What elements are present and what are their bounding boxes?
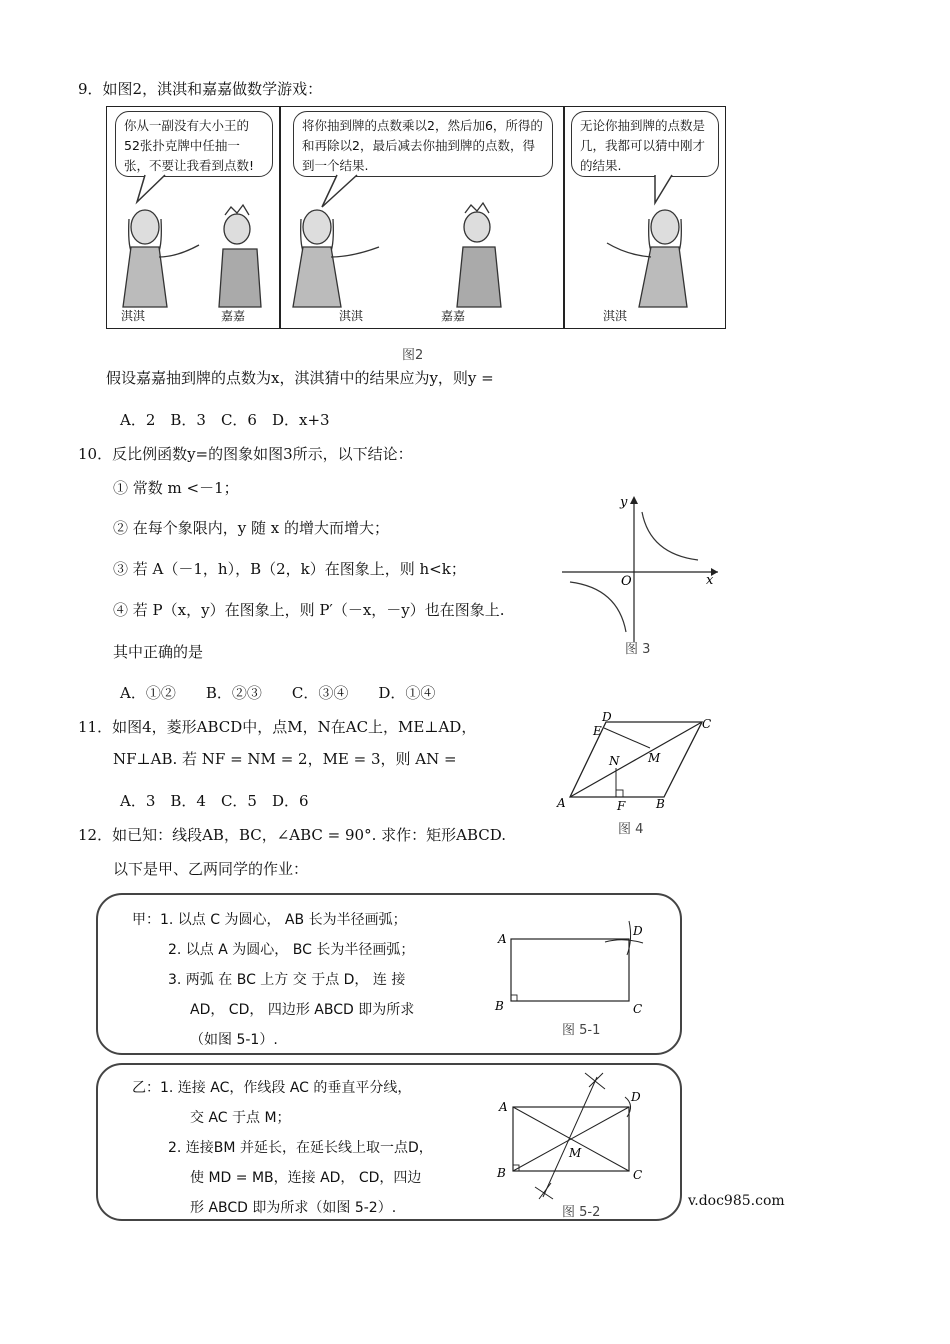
q11-options: A．3 B．4 C．5 D．6 (120, 792, 309, 810)
y-axis-arrow (630, 496, 638, 504)
yi-step-1: 乙：1. 连接 AC，作线段 AC 的垂直平分线， (132, 1080, 412, 1096)
label-jiajia: 嘉嘉 (221, 309, 246, 323)
point-label: D (602, 710, 612, 724)
arc-from-c (627, 921, 631, 955)
yi-step-2-cont: 使 MD = MB，连接 AD， CD，四边 (190, 1170, 422, 1186)
point-label: A (499, 1100, 508, 1114)
point-label: D (633, 924, 643, 938)
point-label: C (633, 1002, 643, 1016)
figure-caption: 图2 (402, 348, 424, 363)
figure-caption: 图 4 (618, 822, 644, 837)
jia-step-3: 3. 两弧 在 BC 上方 交 于点 D， 连 接 (168, 972, 406, 988)
label-qiqi: 淇淇 (339, 309, 364, 323)
q12-line-2: 以下是甲、乙两同学的作业： (113, 860, 309, 878)
point-label: D (631, 1090, 641, 1104)
comic-figure (106, 106, 726, 329)
figure-caption: 图 3 (625, 642, 651, 657)
student-jia-box (96, 893, 682, 1055)
rhombus-figure (552, 710, 722, 815)
comic-drawings (107, 107, 724, 327)
girl-figure (293, 210, 379, 307)
hyperbola-branch-2 (570, 582, 626, 632)
yi-step-2: 2. 连接BM 并延长，在延长线上取一点D， (168, 1140, 433, 1156)
jia-step-3-cont: AD， CD， 四边形 ABCD 即为所求 (190, 1002, 415, 1018)
yi-step-2-end: 形 ABCD 即为所求（如图 5-2）. (190, 1200, 397, 1216)
figure-caption: 图 5-2 (562, 1205, 601, 1220)
speech-bubble-1: 你从一副没有大小王的52张扑克牌中任抽一张，不要让我看到点数! (115, 111, 273, 177)
point-label: M (648, 751, 661, 765)
q10-ask: 其中正确的是 (113, 643, 204, 661)
y-axis-label: y (620, 495, 628, 510)
figure-5-1 (493, 915, 663, 1025)
watermark: v.doc985.com (688, 1193, 785, 1209)
x-axis-label: x (706, 573, 714, 588)
girl-figure (123, 210, 199, 307)
q9-stem: 9．如图2，淇淇和嘉嘉做数学游戏： (78, 80, 323, 98)
q9-options: A．2 B．3 C．6 D．x+3 (120, 411, 330, 429)
bubble-tail (137, 175, 165, 202)
q10-statement-4: ④ 若 P（x，y）在图象上，则 P′（－x，－y）也在图象上. (113, 601, 505, 619)
q11-line-2: NF⊥AB. 若 NF = NM = 2，ME = 3，则 AN = (113, 750, 457, 768)
point-label: B (495, 999, 504, 1013)
right-angle-mark (616, 790, 623, 797)
q9-question: 假设嘉嘉抽到牌的点数为x，淇淇猜中的结果应为y，则y = (106, 369, 494, 387)
point-label: A (498, 932, 507, 946)
q10-options: A．①② B．②③ C．③④ D．①④ (120, 684, 436, 702)
q10-statement-2: ② 在每个象限内，y 随 x 的增大而增大； (113, 519, 390, 537)
jia-step-3-end: （如图 5-1）. (190, 1032, 278, 1048)
perpendicular-bisector (543, 1077, 597, 1197)
student-yi-box (96, 1063, 682, 1221)
point-label: E (593, 724, 602, 738)
arc-mark (585, 1073, 605, 1089)
point-label: M (569, 1146, 582, 1160)
boy-figure (457, 203, 501, 307)
figure-5-2 (493, 1071, 663, 1201)
segment-me (604, 728, 650, 748)
yi-step-1-cont: 交 AC 于点 M； (190, 1110, 291, 1126)
figure-caption: 图 5-1 (562, 1023, 601, 1038)
bubble-tail (655, 175, 672, 203)
rectangle (511, 939, 629, 1001)
point-label: B (656, 797, 665, 811)
point-label: F (617, 799, 626, 813)
arc-mark (535, 1183, 553, 1199)
diagonal-ac (570, 722, 702, 797)
boy-figure (219, 205, 261, 307)
right-angle-mark (511, 995, 517, 1001)
girl-figure (607, 210, 687, 307)
point-label: A (557, 796, 566, 810)
jia-step-2: 2. 以点 A 为圆心， BC 长为半径画弧； (168, 942, 415, 958)
hyperbola-branch-1 (642, 512, 698, 560)
point-label: C (702, 717, 712, 731)
origin-label: O (621, 574, 632, 589)
point-label: C (633, 1168, 643, 1182)
arc-from-a (605, 940, 643, 943)
hyperbola-figure (558, 492, 728, 652)
q10-statement-1: ① 常数 m <－1； (113, 479, 239, 497)
q10-statement-3: ③ 若 A（－1，h），B（2，k）在图象上，则 h<k； (113, 560, 466, 578)
point-label: B (497, 1166, 506, 1180)
jia-step-1: 甲：1. 以点 C 为圆心， AB 长为半径画弧； (132, 912, 407, 928)
q10-stem: 10．反比例函数y=的图象如图3所示，以下结论： (78, 445, 413, 463)
speech-bubble-3: 无论你抽到牌的点数是几，我都可以猜中刚才的结果. (571, 111, 719, 177)
label-jiajia: 嘉嘉 (441, 309, 466, 323)
label-qiqi: 淇淇 (121, 309, 146, 323)
point-label: N (609, 754, 620, 768)
q11-line-1: 11．如图4，菱形ABCD中，点M，N在AC上，ME⊥AD， (78, 718, 477, 736)
bubble-tail (322, 175, 357, 207)
speech-bubble-2: 将你抽到牌的点数乘以2，然后加6，所得的和再除以2，最后减去你抽到牌的点数，得到一个结果. (293, 111, 553, 177)
q12-line-1: 12．如已知：线段AB，BC，∠ABC = 90°. 求作：矩形ABCD. (78, 826, 506, 844)
label-qiqi: 淇淇 (603, 309, 628, 323)
